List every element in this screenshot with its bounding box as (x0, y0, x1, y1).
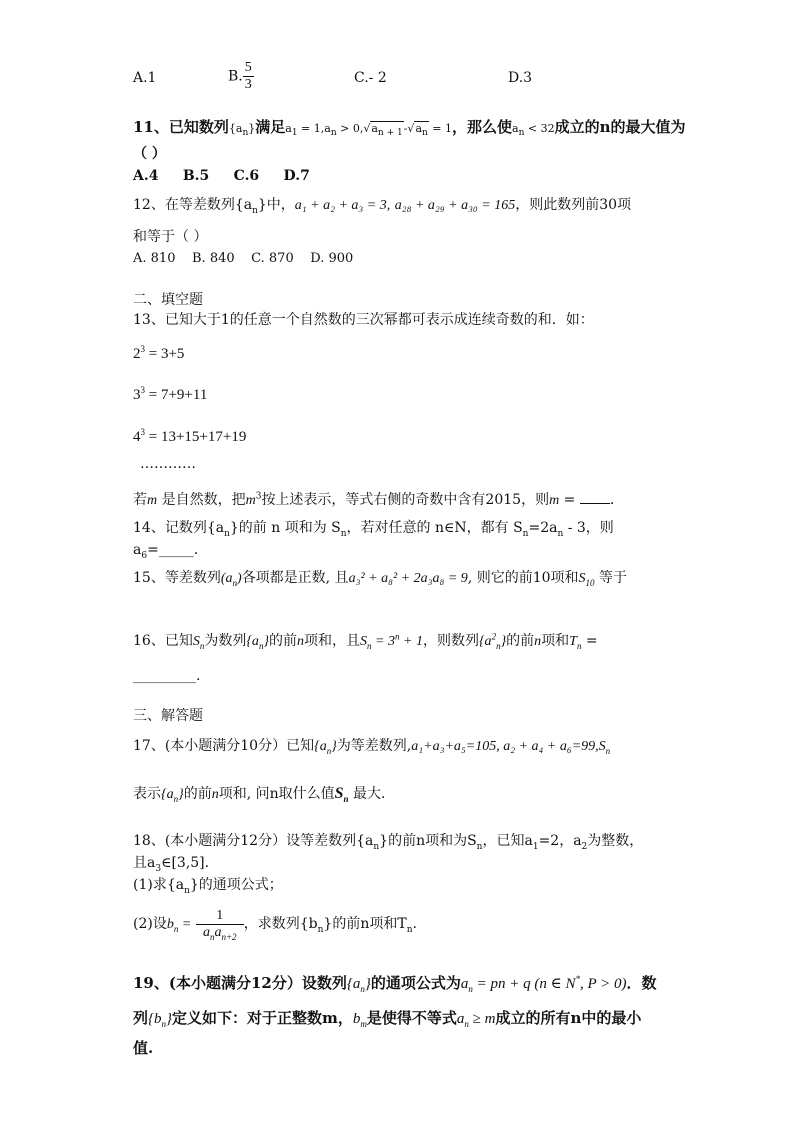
q17-b: 为等差数列, (336, 738, 412, 754)
q11-root2-sub: n (422, 128, 428, 139)
q11-inequality (512, 122, 555, 139)
q14-a: a (133, 542, 142, 558)
q16-b: 为数列 (204, 633, 247, 649)
q18-part1 (133, 876, 283, 894)
q18-sub3: 1 (532, 841, 539, 852)
q14-line2 (133, 541, 208, 559)
q13-dots: ………… (140, 456, 196, 472)
q11-seq-sub: n (242, 128, 249, 139)
q18-sub1: n (373, 841, 380, 852)
q16-formula: $S_n = 3^n + 1$ (360, 631, 423, 651)
q11-cond-eq: = 1,a (297, 122, 331, 135)
q13-last-a: 若 (133, 492, 147, 508)
q14-sub-n2: n (340, 528, 347, 539)
q17-f: 最大. (353, 786, 386, 802)
q19-ineq-sub: n (464, 1019, 469, 1029)
q13-m-answer: m (549, 493, 560, 508)
q16-a: 16、已知 (133, 633, 193, 649)
q11-stem (133, 118, 686, 138)
q16-formula-exp: n (395, 631, 400, 642)
q13-e2-exp: 3 (140, 385, 145, 395)
q18-bn-fraction (196, 908, 244, 941)
frac-denominator: 3 (244, 77, 252, 92)
q13-last-d: = (559, 492, 576, 508)
q17-seq2: $\{a_n\}$ (161, 787, 184, 804)
q11-an: a (512, 122, 519, 135)
q11-then: ，那么使 (452, 118, 513, 136)
q16-tn: $T_n$ (569, 634, 582, 651)
q16-n2: n (534, 634, 542, 649)
q17-sn2-sub: n (343, 794, 349, 805)
q11-eq1: = 1 (428, 122, 453, 135)
q11-seq (228, 122, 256, 139)
q17-d: 的前 (183, 786, 212, 802)
q17-c: 表示 (133, 786, 161, 802)
q13-e3-base: 4 (133, 429, 141, 445)
q13-e3-rhs: = 13+15+17+19 (145, 429, 247, 445)
q16-sq-sub: n (496, 640, 501, 651)
q16-d: 项和，且 (304, 633, 361, 649)
q18-line4-d: . (412, 916, 417, 932)
q11-minus: - (403, 122, 408, 135)
q18-line1-b: }的前n项和为S (379, 833, 477, 849)
q16-e: ，则数列 (422, 633, 479, 649)
q18-part2 (133, 904, 417, 944)
q13-m: m (147, 493, 158, 508)
q11-cond-gt: > 0, (336, 122, 364, 135)
q18-sub6: n (184, 885, 190, 896)
q19-bn-sub: n (161, 1019, 167, 1029)
q17-line2 (133, 785, 385, 804)
q19-stem (133, 974, 657, 993)
q11-paren: （ ） (133, 146, 166, 162)
q11-condition: $a_1 = 1,a_n > 0,√a_{n + 1}-√a_n = 1$ (285, 122, 453, 139)
q11-an-sub: n (518, 128, 525, 139)
q13-m3: m (245, 493, 256, 508)
q13-e1-rhs: = 3+5 (145, 346, 185, 362)
q12-line1-c: ，则此数列前30项 (515, 197, 632, 213)
q17-e: 项和, 问n取什么值 (218, 786, 335, 802)
q16-sn: $S_n$ (192, 634, 205, 651)
q19-line1-a: 19、(本小题满分12分）设数列 (133, 974, 347, 992)
q13-last-b: 是自然数，把 (157, 492, 246, 508)
q13-answer-blank[interactable] (580, 503, 610, 504)
q12-eq2: a₂₈ + a₂₉ + a₃₀ = 165 (394, 198, 516, 213)
q16-sq-exp: 2 (491, 631, 497, 642)
q11-cond-sub1: 1 (291, 128, 298, 139)
q13-e2-base: 3 (133, 387, 141, 403)
q18-line4-a: (2)设 (133, 916, 167, 932)
q19-line2-c: 是使得不等式 (366, 1009, 457, 1027)
q16-tn-sub: n (576, 640, 582, 651)
q15-eq: a₃² + a₈² + 2a₃a₈ = 9 (348, 571, 468, 586)
q19-bn: $\{b_n\}$ (148, 1011, 173, 1029)
q19-formula: $a_n$ = pn + q (n ∈ N*, P > 0) (460, 974, 627, 994)
q11-root2-a: a (415, 122, 422, 135)
q16-c: 的前 (269, 633, 298, 649)
q10-option-b-label: B. (228, 68, 243, 85)
q15-seq-sub: n (232, 577, 237, 588)
q12-stem (133, 196, 631, 215)
section-fill-in-title: 二、填空题 (133, 292, 203, 308)
q10-option-a: A.1 (133, 70, 157, 86)
q12-line2: 和等于（ ） (133, 229, 208, 245)
q18-sub8: n (406, 924, 413, 935)
q15-a: 15、等差数列 (133, 570, 221, 586)
q14-sub-n4: n (557, 528, 564, 539)
q13-e3-exp: 3 (140, 427, 145, 437)
q17-sn-sub: n (605, 745, 611, 756)
q11-intro: 11、已知数列 (133, 118, 229, 136)
q17-sn: $S_n$ (598, 739, 611, 756)
q18-line2-a: 且a (133, 855, 156, 871)
q16-g: 项和 (541, 633, 570, 649)
q19-line1-c: ．数 (626, 974, 657, 992)
q11-mid: 满足 (255, 118, 286, 136)
q13-e2-rhs: = 7+9+11 (145, 387, 208, 403)
q12-eq1: a₁ + a₂ + a₃ = 3, (294, 198, 391, 213)
q18-den-sub2: n+2 (221, 931, 237, 942)
q16-formula-sub: n (367, 640, 372, 651)
q12-options: A. 810 B. 840 C. 870 D. 900 (133, 251, 354, 266)
q16-seq-sub: n (258, 640, 264, 651)
q11-root1-sub: n + 1 (377, 128, 403, 139)
q16-f: 的前 (506, 633, 535, 649)
q19-formula-sub: n (468, 984, 473, 994)
q19-line2 (133, 1009, 641, 1028)
q11-seq-close: } (248, 122, 256, 135)
q18-sub4: 2 (581, 841, 588, 852)
q13-e1-exp: 3 (140, 344, 145, 354)
q17-seq-sub: n (326, 745, 332, 756)
q13-example-3 (133, 428, 246, 446)
q11-tail: 成立的n的最大值为 (554, 118, 686, 136)
q14-line1-c: ，若对任意的 n∈N，都有 S (346, 520, 523, 536)
q16-seq-sq: $\{a^2_n\}$ (478, 631, 507, 651)
q13-example-1 (133, 345, 184, 363)
q18-bn-sub: n (173, 923, 179, 934)
q15-stem (133, 569, 627, 588)
q12-line1-a: 12、在等差数列{a (133, 197, 253, 213)
q19-line2-a: 列 (133, 1009, 149, 1027)
q18-bn: $b_n$ = (166, 917, 192, 934)
q14-answer-blank: =_____． (147, 542, 208, 558)
q18-sub2: n (476, 841, 483, 852)
q18-line1-c: ，已知a (482, 833, 533, 849)
q13-last-e: ． (609, 492, 624, 508)
q16-seq: $\{a_n\}$ (246, 634, 270, 651)
q13-example-2 (133, 386, 207, 404)
q14-sub-n1: n (224, 528, 230, 539)
q18-line3: (1)求{a (133, 877, 185, 893)
q19-seq-sub: n (360, 984, 365, 994)
q11-root1 (370, 121, 403, 139)
q19-line3: 值. (133, 1039, 154, 1057)
q16-answer-blank[interactable]: _________. (133, 668, 201, 684)
q13-last-c: 按上述表示，等式右侧的奇数中含有2015，则 (261, 492, 550, 508)
q14-sub-n3: n (522, 528, 529, 539)
q18-line1-e: 为整数， (587, 833, 644, 849)
q12-sub-n: n (252, 205, 258, 216)
q13-m3-exp: 3 (255, 491, 262, 502)
q19-ineq: $a_n \ge m$ (456, 1011, 496, 1029)
q14-line1-b: }的前 n 项和为 S (229, 520, 341, 536)
q15-seq: $(a_n)$ (220, 571, 242, 588)
q19-line2-d: 成立的所有n中的最小 (495, 1009, 642, 1027)
q15-s10-sub: 10 (585, 577, 595, 588)
q15-c: , 则它的前10项和 (467, 570, 579, 586)
q17-eq: a₁+a₃+a₅=105, a₂ + a₄ + a₆=99, (411, 739, 599, 754)
q16-sn-sub: n (199, 640, 205, 651)
q16-n1: n (297, 634, 305, 649)
q14-line1-d: =2a (528, 520, 558, 536)
q17-seq2-sub: n (173, 793, 179, 804)
q19-seq: $\{a_n\}$ (346, 976, 371, 994)
q17-stem (133, 737, 610, 756)
q11-root1-a: a (371, 122, 378, 135)
q17-seq: $\{a_n\}$ (314, 739, 337, 756)
q18-den-sub1: n (209, 931, 215, 942)
q15-b: 各项都是正数, 且 (241, 570, 349, 586)
q17-sn2: $S_n$ (334, 785, 349, 805)
q19-line1-b: 的通项公式为 (370, 974, 461, 992)
q19-bm-sub: m (360, 1019, 367, 1029)
section-solution-title: 三、解答题 (133, 708, 203, 724)
q17-a: 17、(本小题满分10分）已知 (133, 738, 315, 754)
q10-option-b (228, 60, 254, 93)
q12-line1-b: }中， (257, 197, 295, 213)
q19-line2-b: 定义如下：对于正整数m， (172, 1009, 353, 1027)
q18-line2-b: ∈[3,5]. (161, 855, 210, 871)
q13-stem: 13、已知大于1的任意一个自然数的三次幂都可表示成连续奇数的和．如： (133, 312, 594, 328)
q14-a-sub: 6 (141, 550, 148, 561)
q11-seq-open: {a (228, 122, 243, 135)
q18-line1-d: =2，a (538, 833, 582, 849)
q10-option-d: D.3 (508, 70, 533, 86)
q11-lt32: < 32 (524, 122, 555, 135)
q18-frac-den: $a_na_{n+2}$ (202, 924, 237, 942)
q18-line4-b: ，求数列{b (243, 916, 318, 932)
q13-e1-base: 2 (133, 346, 141, 362)
q18-line1: 18、(本小题满分12分）设等差数列{a (133, 833, 374, 849)
q18-frac-num: 1 (196, 908, 244, 925)
q10-option-b-fraction (243, 60, 254, 93)
q18-sub7: n (317, 924, 324, 935)
q15-d: 等于 (598, 570, 627, 586)
q10-option-c: C.- 2 (354, 70, 387, 86)
q19-bm: $b_m$ (352, 1011, 367, 1029)
q18-line4-c: }的前n项和T (323, 916, 407, 932)
q18-sub5: 3 (155, 863, 162, 874)
q14-line1: 14、记数列{a (133, 520, 225, 536)
q16-h: = (581, 633, 598, 649)
q19-formula-star: * (575, 974, 580, 984)
q11-root2 (414, 121, 428, 139)
q17-n: n (211, 787, 219, 802)
q15-s10: $S_{10}$ (578, 571, 595, 588)
q16-stem (133, 632, 598, 651)
q18-line2 (133, 854, 209, 872)
q11-options: A.4 B.5 C.6 D.7 (133, 168, 310, 184)
q13-question (133, 491, 624, 510)
q14-line1-e: - 3，则 (563, 520, 614, 536)
frac-numerator: 5 (244, 60, 252, 75)
q18-stem (133, 832, 643, 850)
q14-stem (133, 519, 614, 537)
q11-cond-a: a (285, 122, 292, 135)
q11-cond-subn: n (330, 128, 337, 139)
q18-line3-b: }的通项公式； (189, 877, 283, 893)
